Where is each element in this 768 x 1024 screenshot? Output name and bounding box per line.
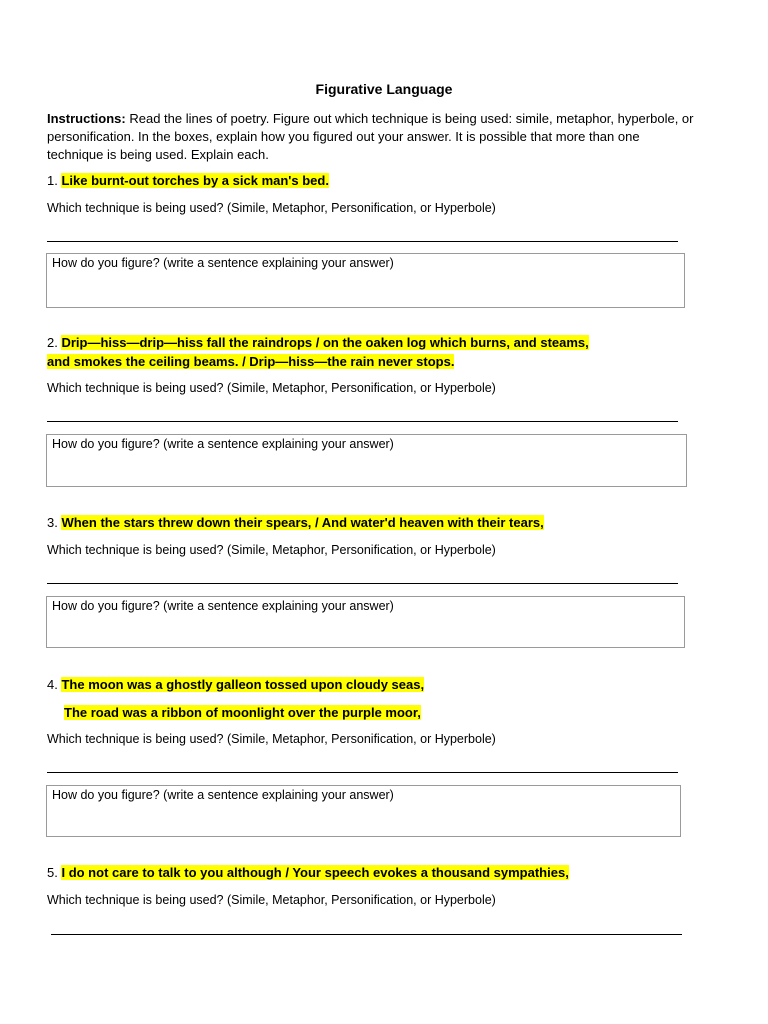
explanation-box[interactable] — [46, 785, 681, 837]
explanation-prompt: How do you figure? (write a sentence explaining your answer) — [52, 437, 394, 451]
technique-prompt: Which technique is being used? (Simile, Metaphor, Personification, or Hyperbole) — [47, 201, 496, 215]
answer-line[interactable] — [47, 583, 678, 584]
question-number: 3. — [47, 515, 58, 530]
question-4 — [47, 677, 424, 692]
explanation-prompt: How do you figure? (write a sentence explaining your answer) — [52, 256, 394, 270]
answer-line[interactable] — [51, 934, 682, 935]
question-number: 4. — [47, 677, 58, 692]
explanation-box[interactable] — [46, 596, 685, 648]
question-2-line-2 — [47, 354, 454, 369]
explanation-box[interactable] — [46, 434, 687, 487]
poem-line: When the stars threw down their spears, / And water'd heaven with their tears, — [61, 515, 544, 530]
question-4-line-2 — [64, 705, 421, 720]
poem-line: The moon was a ghostly galleon tossed upon cloudy seas, — [61, 677, 425, 692]
technique-prompt: Which technique is being used? (Simile, Metaphor, Personification, or Hyperbole) — [47, 732, 496, 746]
poem-line: and smokes the ceiling beams. / Drip—hiss—the rain never stops. — [47, 354, 455, 369]
technique-prompt: Which technique is being used? (Simile, Metaphor, Personification, or Hyperbole) — [47, 543, 496, 557]
poem-line: I do not care to talk to you although / Your speech evokes a thousand sympathies, — [61, 865, 569, 880]
answer-line[interactable] — [47, 421, 678, 422]
explanation-prompt: How do you figure? (write a sentence explaining your answer) — [52, 599, 394, 613]
question-number: 2. — [47, 335, 58, 350]
instructions-text: Read the lines of poetry. Figure out which technique is being used: simile, metaphor, hyperbole, or personification. In the boxes, explain how you figured out your answer. It is possible that more than one technique is being used. Explain each. — [47, 111, 694, 162]
question-number: 5. — [47, 865, 58, 880]
question-number: 1. — [47, 173, 58, 188]
question-1 — [47, 173, 329, 188]
answer-line[interactable] — [47, 772, 678, 773]
page-title: Figurative Language — [315, 81, 453, 97]
question-5 — [47, 865, 569, 880]
question-3 — [47, 515, 544, 530]
poem-line: The road was a ribbon of moonlight over the purple moor, — [64, 705, 421, 720]
poem-line: Drip—hiss—drip—hiss fall the raindrops / on the oaken log which burns, and steams, — [61, 335, 589, 350]
instructions — [47, 110, 697, 164]
explanation-box[interactable] — [46, 253, 685, 308]
question-2 — [47, 335, 589, 350]
explanation-prompt: How do you figure? (write a sentence explaining your answer) — [52, 788, 394, 802]
technique-prompt: Which technique is being used? (Simile, Metaphor, Personification, or Hyperbole) — [47, 893, 496, 907]
technique-prompt: Which technique is being used? (Simile, Metaphor, Personification, or Hyperbole) — [47, 381, 496, 395]
poem-line: Like burnt-out torches by a sick man's bed. — [61, 173, 329, 188]
answer-line[interactable] — [47, 241, 678, 242]
instructions-label: Instructions: — [47, 111, 126, 126]
